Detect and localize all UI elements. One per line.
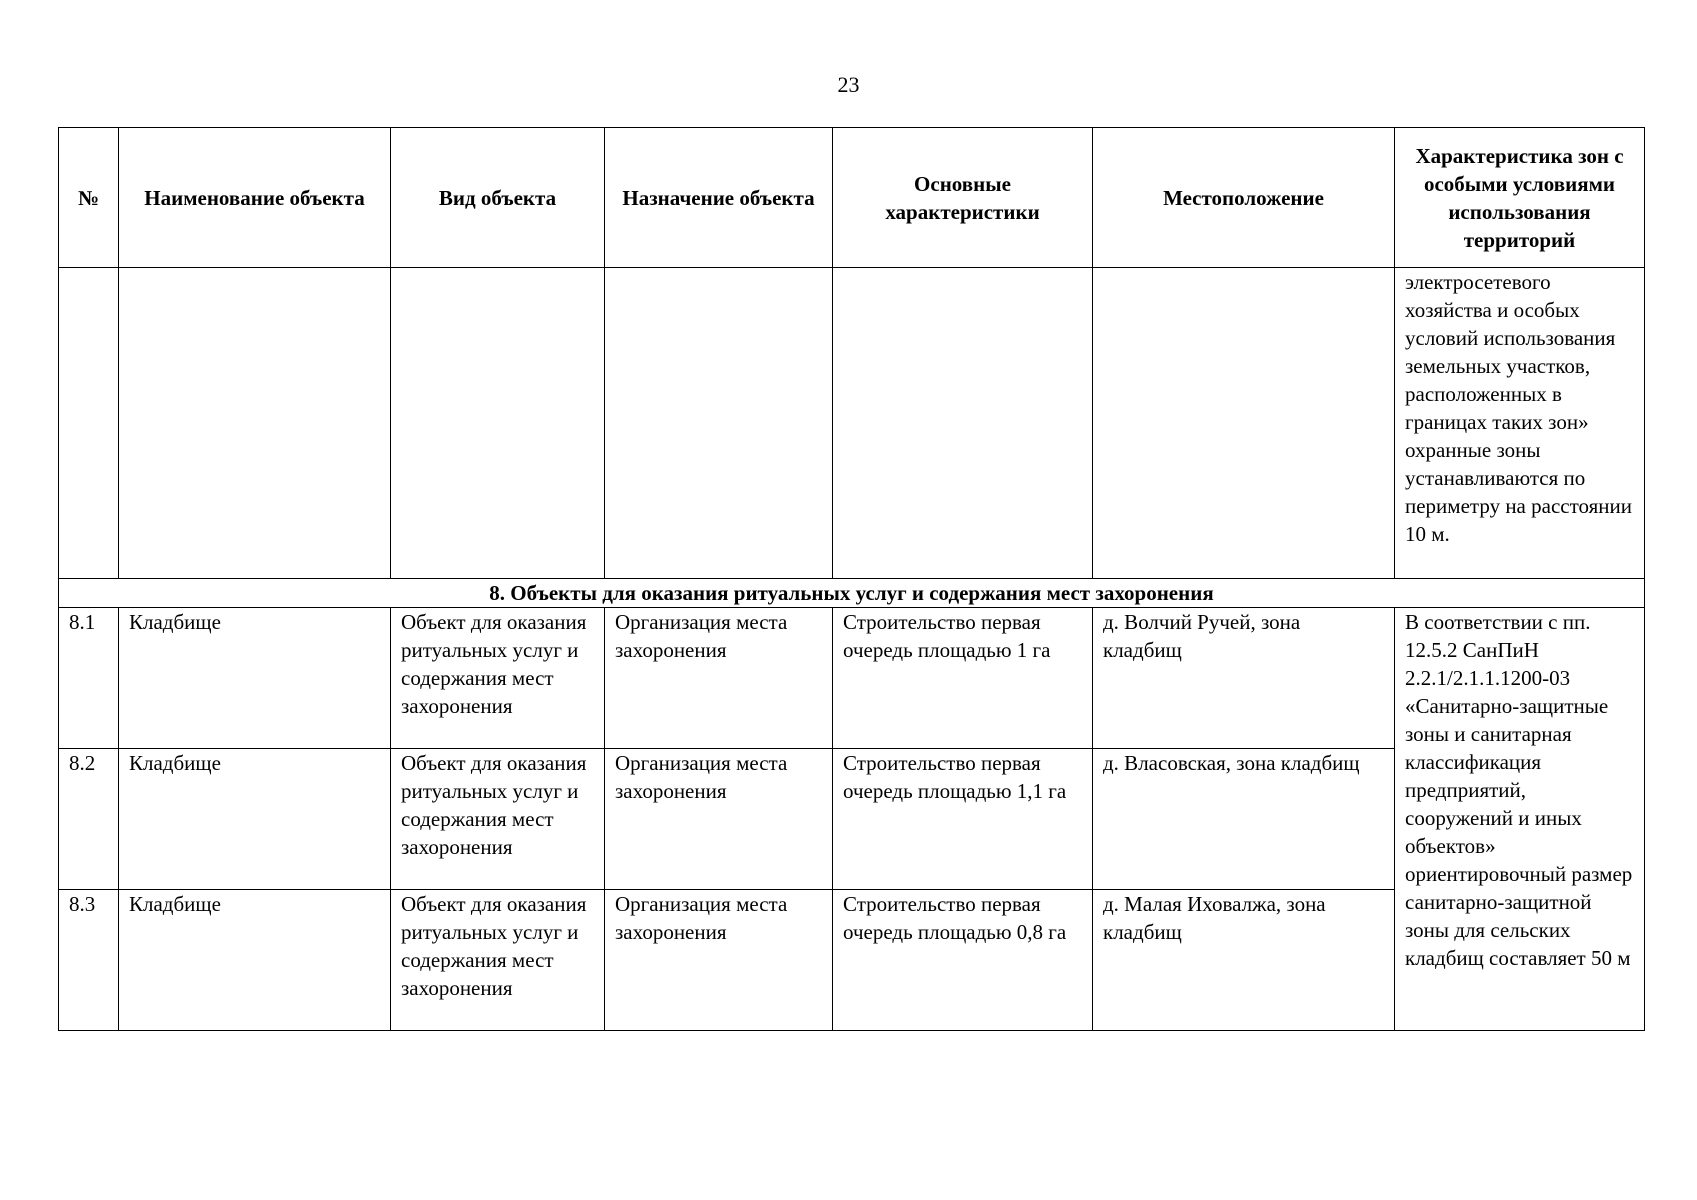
row-location: д. Волчий Ручей, зона кладбищ (1093, 608, 1395, 749)
section-title: 8. Объекты для оказания ритуальных услуг и содержания мест захоронения (59, 579, 1645, 608)
row-object-name: Кладбище (119, 890, 391, 1031)
header-location: Местоположение (1093, 128, 1395, 268)
header-number: № (59, 128, 119, 268)
continuation-zone-text: электросетевого хозяйства и особых условий использования земельных участков, расположенных в границах таких зон» охранные зоны устанавливаются по периметру на расстоянии 10 м. (1395, 268, 1645, 579)
row-object-purpose: Организация места захоронения (605, 608, 833, 749)
row-object-purpose: Организация места захоронения (605, 749, 833, 890)
row-location: д. Малая Иховалжа, зона кладбищ (1093, 890, 1395, 1031)
empty-cell (119, 268, 391, 579)
empty-cell (1093, 268, 1395, 579)
row-number: 8.1 (59, 608, 119, 749)
empty-cell (391, 268, 605, 579)
zone-characteristics-text: В соответствии с пп. 12.5.2 СанПиН 2.2.1/2.1.1.1200-03 «Санитарно-защитные зоны и санитарная классификация предприятий, сооружений и иных объектов» ориентировочный размер санитарно-защитной зоны для сельских кладбищ составляет 50 м (1395, 608, 1645, 1031)
header-zone-characteristics: Характеристика зон с особыми условиями использования территорий (1395, 128, 1645, 268)
row-object-name: Кладбище (119, 608, 391, 749)
table-row (59, 608, 1645, 749)
header-object-type: Вид объекта (391, 128, 605, 268)
row-characteristics: Строительство первая очередь площадью 1 га (833, 608, 1093, 749)
row-object-name: Кладбище (119, 749, 391, 890)
row-number: 8.2 (59, 749, 119, 890)
header-object-name: Наименование объекта (119, 128, 391, 268)
row-object-purpose: Организация места захоронения (605, 890, 833, 1031)
row-object-type: Объект для оказания ритуальных услуг и содержания мест захоронения (391, 749, 605, 890)
objects-table (58, 127, 1645, 1031)
row-characteristics: Строительство первая очередь площадью 1,1 га (833, 749, 1093, 890)
row-object-type: Объект для оказания ритуальных услуг и содержания мест захоронения (391, 608, 605, 749)
continuation-row (59, 268, 1645, 579)
header-main-characteristics: Основные характеристики (833, 128, 1093, 268)
empty-cell (833, 268, 1093, 579)
empty-cell (605, 268, 833, 579)
row-characteristics: Строительство первая очередь площадью 0,8 га (833, 890, 1093, 1031)
section-header-row (59, 579, 1645, 608)
row-object-type: Объект для оказания ритуальных услуг и содержания мест захоронения (391, 890, 605, 1031)
row-location: д. Власовская, зона кладбищ (1093, 749, 1395, 890)
page-number: 23 (837, 72, 860, 97)
table-header-row (59, 128, 1645, 268)
empty-cell (59, 268, 119, 579)
row-number: 8.3 (59, 890, 119, 1031)
header-object-purpose: Назначение объекта (605, 128, 833, 268)
